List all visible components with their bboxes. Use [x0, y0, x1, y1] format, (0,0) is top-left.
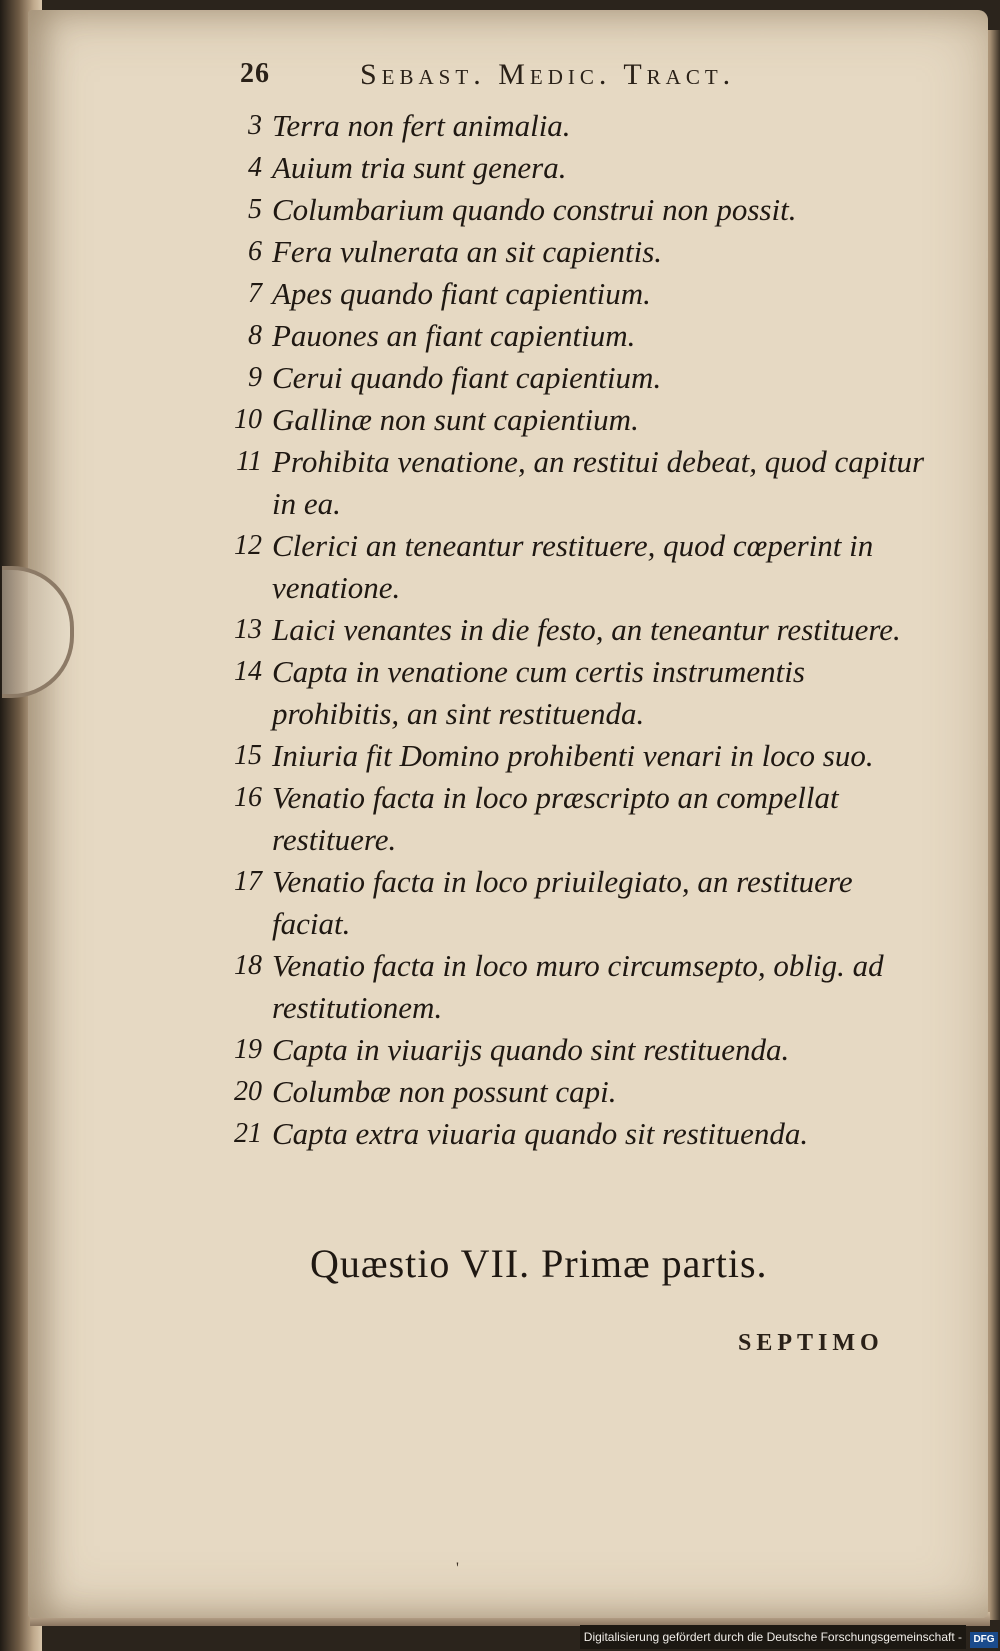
credit-text: Digitalisierung gefördert durch die Deutsche Forschungsgemeinschaft - [583, 1630, 962, 1644]
summary-text: Terra non fert animalia. [272, 108, 571, 143]
summary-text: Columbæ non possunt capi. [272, 1074, 617, 1109]
summary-number: 8 [248, 320, 262, 351]
summary-number: 7 [248, 278, 262, 309]
section-heading: Quæstio VII. Primæ partis. [310, 1241, 768, 1286]
summary-text: Apes quando fiant capientium. [272, 276, 651, 311]
summary-number: 17 [234, 866, 262, 897]
summary-item [210, 273, 930, 315]
summary-text: Capta extra viuaria quando sit restituenda. [272, 1116, 809, 1151]
summary-number: 5 [248, 194, 262, 225]
summary-item [210, 231, 930, 273]
summary-text: Prohibita venatione, an restitui debeat, quod capitur in ea. [272, 444, 925, 521]
summary-text: Gallinæ non sunt capientium. [272, 402, 639, 437]
page-number: 26 [240, 58, 270, 89]
summary-item [210, 399, 930, 441]
running-title: Sebast. Medic. Tract. [360, 58, 736, 91]
summary-item [210, 1113, 930, 1155]
dfg-logo: DFG [970, 1632, 998, 1648]
summary-number: 19 [234, 1034, 262, 1065]
summary-item [210, 315, 930, 357]
summary-item [210, 189, 930, 231]
summary-item [210, 777, 930, 861]
running-head [240, 54, 800, 98]
summary-number: 3 [248, 110, 262, 141]
summary-text: Venatio facta in loco priuilegiato, an restituere faciat. [272, 864, 853, 941]
summary-number: 20 [234, 1076, 262, 1107]
summary-number: 21 [234, 1118, 262, 1149]
summary-item [210, 651, 930, 735]
signature-mark: ' [456, 1560, 459, 1577]
summary-number: 10 [234, 404, 262, 435]
summary-item [210, 525, 930, 609]
summary-text: Cerui quando fiant capientium. [272, 360, 662, 395]
summary-item [210, 945, 930, 1029]
summary-list [210, 105, 930, 1155]
summary-item [210, 1071, 930, 1113]
summary-item [210, 1029, 930, 1071]
summary-text: Capta in venatione cum certis instrumentis prohibitis, an sint restituenda. [272, 654, 805, 731]
catchword: SEPTIMO [738, 1330, 884, 1356]
summary-number: 9 [248, 362, 262, 393]
summary-text: Venatio facta in loco muro circumsepto, oblig. ad restitutionem. [272, 948, 884, 1025]
summary-text: Pauones an fiant capientium. [272, 318, 636, 353]
summary-number: 6 [248, 236, 262, 267]
summary-item [210, 441, 930, 525]
summary-item [210, 105, 930, 147]
summary-text: Clerici an teneantur restituere, quod cœperint in venatione. [272, 528, 874, 605]
summary-text: Capta in viuarijs quando sint restituenda. [272, 1032, 790, 1067]
summary-number: 4 [248, 152, 262, 183]
summary-item [210, 861, 930, 945]
summary-number: 11 [236, 446, 262, 477]
summary-text: Columbarium quando construi non possit. [272, 192, 797, 227]
summary-item [210, 147, 930, 189]
summary-number: 14 [234, 656, 262, 687]
summary-item [210, 609, 930, 651]
summary-text: Iniuria fit Domino prohibenti venari in loco suo. [272, 738, 874, 773]
summary-number: 12 [234, 530, 262, 561]
summary-item [210, 735, 930, 777]
summary-text: Auium tria sunt genera. [272, 150, 567, 185]
summary-number: 13 [234, 614, 262, 645]
summary-text: Laici venantes in die festo, an teneantur restituere. [272, 612, 901, 647]
summary-number: 16 [234, 782, 262, 813]
summary-item [210, 357, 930, 399]
summary-text: Fera vulnerata an sit capientis. [272, 234, 663, 269]
digitization-credit [580, 1625, 966, 1649]
summary-number: 18 [234, 950, 262, 981]
summary-text: Venatio facta in loco præscripto an compellat restituere. [272, 780, 839, 857]
summary-number: 15 [234, 740, 262, 771]
